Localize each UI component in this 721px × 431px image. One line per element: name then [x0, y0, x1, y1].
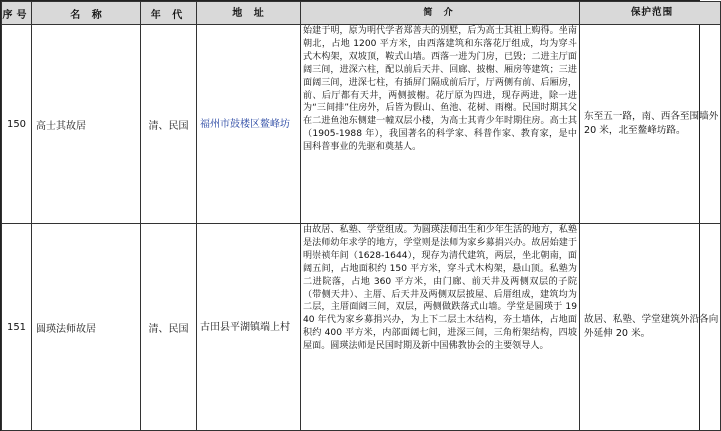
table-row	[2, 224, 721, 431]
row-no: 151	[2, 224, 32, 431]
row-name: 圆瑛法师故居	[32, 224, 141, 431]
row-protection: 故居、私塾、学堂建筑外沿各向外延伸 20 米。	[580, 224, 721, 431]
row-intro: 由故居、私塾、学堂组成。为圆瑛法师出生和少年生活的地方，私塾是法师幼年求学的地方，学堂则是法师为家乡募捐兴办。故居始建于明崇祯年间（1628-1644），现存为清代建筑，两层，坐北朝南，面阔五间，占地面积约 150 平方米，穿斗式木构架，悬山顶。私塾为二进院落，占地 360 平方米，由门廊、前天井及两侧双层的子院（带侧天井）、主厝、后天井及两侧双层披屋、后厝组成，建筑均为二层，主厝面阔三间，双层，两侧做跌落式山墙。学堂是圆瑛于 1940 年代为家乡募捐兴办，为上下二层土木结构，夯土墙体，占地面积约 400 平方米，内部面阔七间，进深三间，三角桁架结构，四坡屋面。圆瑛法师是民国时期及新中国佛教协会的主要领导人。	[301, 224, 580, 431]
row-address: 福州市鼓楼区鳌峰坊	[197, 25, 301, 224]
header-name: 名 称	[32, 2, 141, 25]
heritage-table	[1, 1, 721, 431]
row-name: 高士其故居	[32, 25, 141, 224]
header-protection: 保护范围	[580, 2, 721, 25]
row-address: 古田县平湖镇端上村	[197, 224, 301, 431]
table-header	[2, 2, 721, 25]
header-no: 序号	[2, 2, 32, 25]
row-era: 清、民国	[141, 224, 197, 431]
header-address: 地 址	[197, 2, 301, 25]
header-intro: 简 介	[301, 2, 580, 25]
row-intro: 始建于明，原为明代学者郑善夫的别墅，后为高士其祖上购得。坐南朝北，占地 1200 平方米，由西落建筑和东落花厅组成，均为穿斗式木构架，双坡顶，鞍式山墙。西落一进为门房，已毁；二进主厅面阔三间，进深六柱，配以前后天井、回廊、披榭、厢房等建筑；三进面阔三间，进深七柱，有插屏门隔成前后厅，厅两侧有前、后厢房，前、后厅都有天井，两侧披榭。花厅原为四进，现存两进，除一进为“三间排”住房外，后皆为假山、鱼池、花树、雨榭。民国时期其父在二进鱼池东侧建一幢双层小楼，为高士其青少年时期住房。高士其（1905-1988 年），我国著名的科学家、科普作家、教育家，是中国科普事业的先驱和奠基人。	[301, 25, 580, 224]
table-body	[2, 25, 721, 431]
row-era: 清、民国	[141, 25, 197, 224]
row-no: 150	[2, 25, 32, 224]
header-row	[2, 2, 721, 25]
header-era: 年 代	[141, 2, 197, 25]
row-protection: 东至五一路，南、西各至围墙外 20 米，北至鳌峰坊路。	[580, 25, 721, 224]
table-row	[2, 25, 721, 224]
